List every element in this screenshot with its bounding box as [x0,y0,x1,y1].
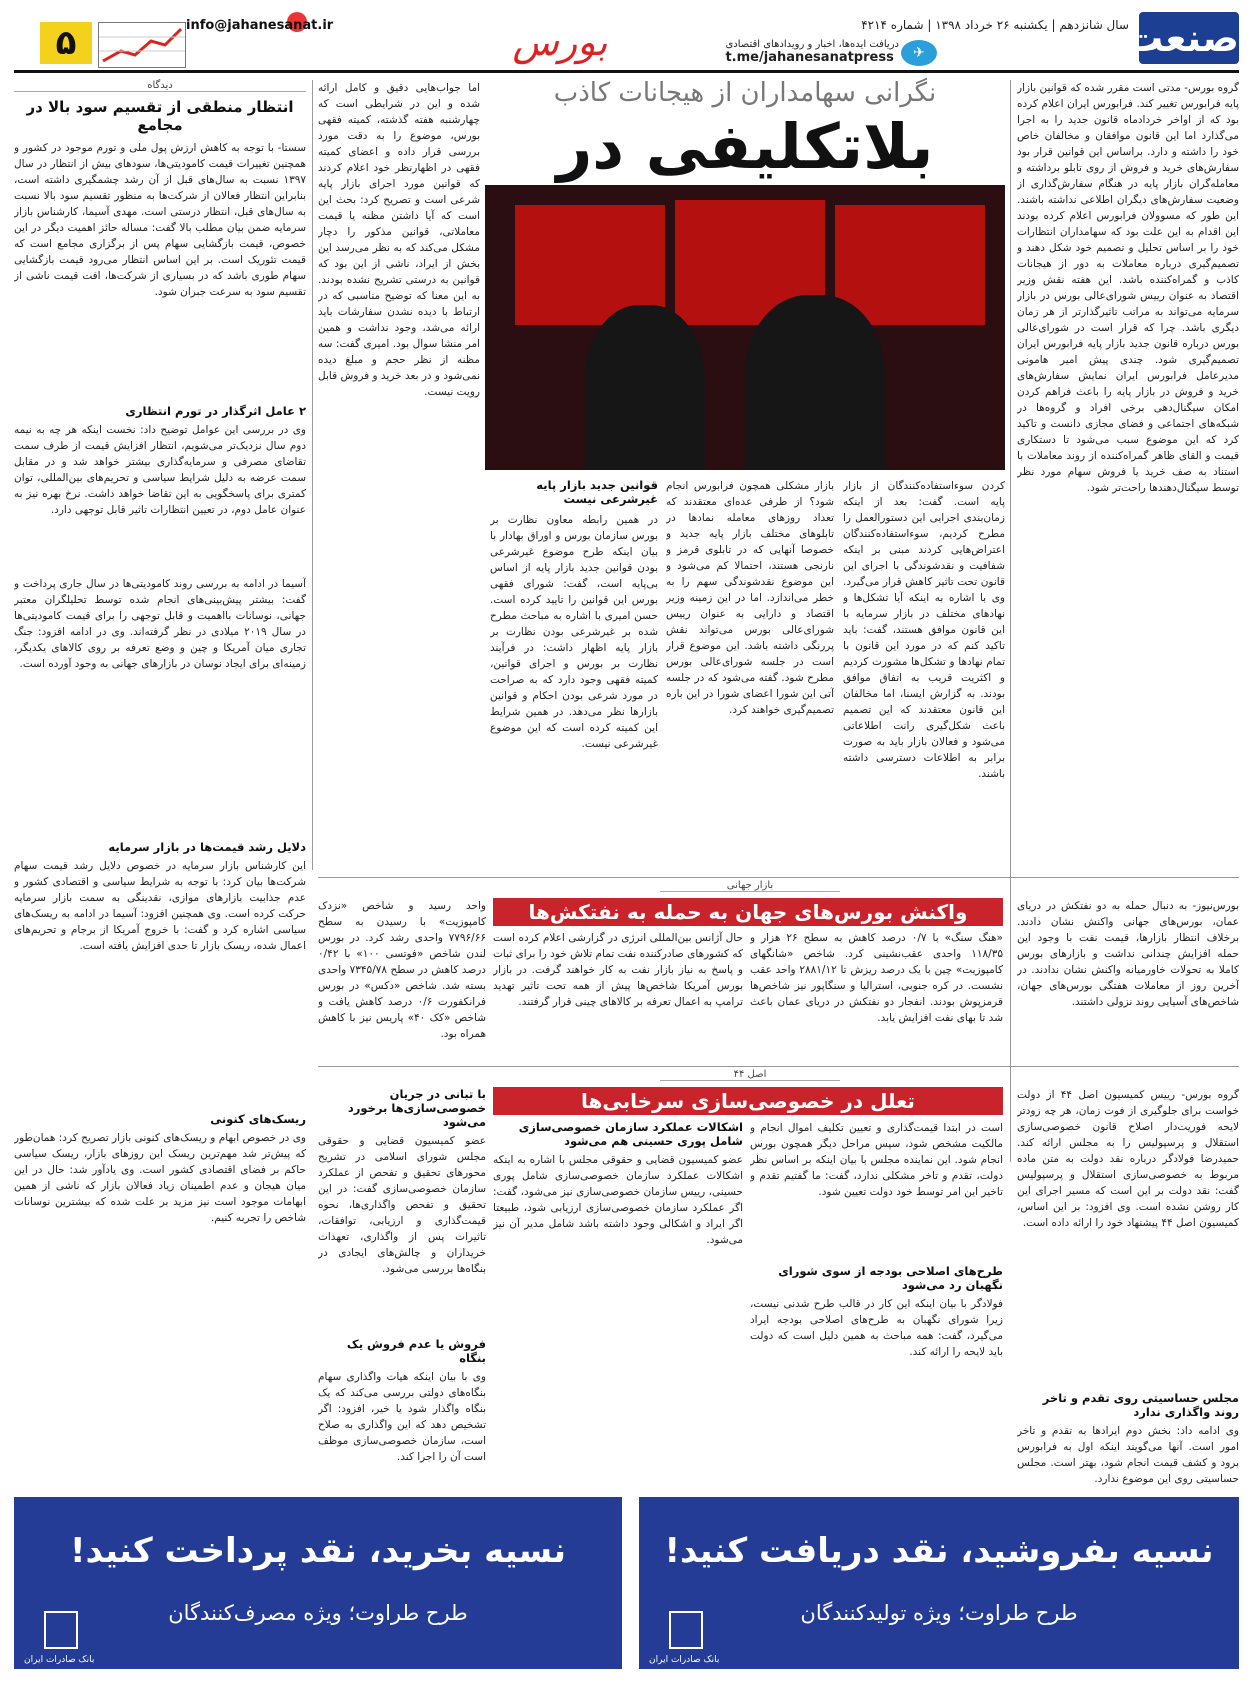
privatization-text: فولادگر با بیان اینکه این کار در قالب طرح شدنی نیست، زیرا شورای نگهبان به طرح‌های اصلاحی بودجه ایراد می‌گیرد، گفت: همه مباحث به همین دلیل است که دولت باید لایحه را ارائه کند. [750,1298,1003,1358]
telegram-line: دریافت ایده‌ها، اخبار و رویدادهای اقتصادی [725,39,899,50]
side-story-headline: انتظار منطقی از تقسیم سود بالا در مجامع [26,98,294,134]
world-story-text: واحد رسید و شاخص «نزدک کامپوزیت» با رسیدن به سطح ۷۷۹۶/۶۶ واحدی رشد کرد. در بورس لندن شاخص «فوتسی ۱۰۰» با ۰/۴۲ درصد کاهش در سطح ۷۳۴۵/۷۸ واحدی بسته شد. شاخص «دکس» در بورس فرانکفورت ۰/۶ درصد کاهش یافت و شاخص «کک ۴۰» پاریس نیز با کاهش همراه بود. [318,900,486,1040]
side-story-text: وی در خصوص ابهام و ریسک‌های کنونی بازار تصریح کرد: همان‌طور که پیش‌تر شد مهم‌ترین ریسک این روزهای بازار، ریسک سیاسی حاکم بر فضای اقتصادی کشور است. وی یادآور شد: حال در این میان هیجان و عدم اطمینان زیاد فعالان بازار که ناشی از همین ابهامات موجود است نیز مزید بر علت شده که بیشترین نوسانات شاخص را تجربه کنیم. [14,1132,306,1224]
side-story-tag: دیدگاه [14,80,306,92]
telegram-promo [725,38,899,64]
main-headline: بلاتکلیفی در [556,110,934,183]
issue-info: سال شانزدهم | یکشنبه ۲۶ خرداد ۱۳۹۸ | شماره ۴۲۱۴ [861,18,1129,32]
ticker-board [835,205,985,325]
ad-headline: نسیه بخرید، نقد پرداخت کنید! [69,1531,567,1571]
main-lead-column: گروه بورس- مدتی است مقرر شده که قوانین بازار پایه فرابورس تغییر کند. فرابورس ایران اعلام کرده بود که از اواخر خردادماه قانون جدید را به اجرا می‌گذارد اما این قانون موافقان و مخالفان خاص خود را داشته و دارد. براساس این قوانین قرار بود سفارش‌های خرید و فروش از روی تابلو برداشته و معامله‌گران بازار پایه در هنگام سفارش‌گذاری از وضعیت سفارش‌های دیگران اطلاعی نداشته باشند. این طور که مسوولان فرابورس اعلام کرده بودند این اقدام به این علت بود که سهامداران انتظارات خود را بر اساس تحلیل و تصمیم خود شکل دهند و تصمیم‌گیری درباره معاملات به دور از هیجانات کاذب و گمراه‌کننده باشد. این هفته نقش وزیر اقتصاد به عنوان رییس شورای‌عالی بورس در بازار سرمایه می‌تواند به مراتب تاثیرگذارتر از هر زمان دیگری باشد. چرا که قرار است در شورای‌عالی بورس درباره قانون جدید بازار پایه فرابورس ایران تصمیم‌گیری شود. چندی پیش امیر هامونی مدیرعامل فرابورس ایران نمایش سفارش‌های خرید و فروش در بازار پایه را باعث فراهم کردن امکان سیگنال‌دهی برخی افراد و گروه‌ها در شبکه‌های اجتماعی و فضای مجازی دانست و تاکید کرد که این موضوع سبب می‌شود تا دستکاری قیمت و القای ظاهر گمراه‌کننده از روند معاملات با استناد به صف خرید یا فروش سهام مورد نظر توسط سیگنال‌دهندها راحت‌تر شود. [1017,82,1239,494]
person-silhouette [745,295,885,470]
privatization-column-4 [318,1087,486,1487]
side-story-text: سستا- با توجه به کاهش ارزش پول ملی و تورم موجود در کشور و همچنین تغییرات قیمت کامودیتی‌ها، سودهای بیش از انتظار در سال ۱۳۹۷ نسبت به سال‌های قبل از آن رشد چشمگیری داشته است، بنابراین انتظار فعالان از شرکت‌ها به منظور تقسیم سود بالا نسبت به سال‌های قبل، انتظار درستی است. مهدی آسیما، کارشناس بازار سرمایه ضمن بیان مطلب بالا گفت: مساله حائز اهمیت دیگر در این خصوص، قیمت بازگشایی سهام پس از برگزاری مجامع است که قیمت تئوریک است. بر این اساس انتظار می‌رود قیمت بازگشایی سهام طوری باشد که در بسیاری از شرکت‌ها، افت قیمت ناشی از تقسیم سود به سرعت جبران شود. [14,142,306,298]
side-story-subhead: دلایل رشد قیمت‌ها در بازار سرمایه [108,840,306,854]
ad-subtitle: طرح طراوت؛ ویژه تولیدکنندگان [800,1601,1078,1625]
privatization-text: وی با بیان اینکه هیات واگذاری سهام بنگاه‌های دولتی بررسی می‌کند که یک بنگاه واگذار شود یا خیر، افزود: اگر تشخیص دهد که این واگذاری به صلاح است، سازمان خصوصی‌سازی موظف است آن را اجرا کند. [318,1371,486,1463]
privatization-text: عضو کمیسیون قضایی و حقوقی مجلس با اشاره به اینکه اشکالات عملکرد سازمان خصوصی‌سازی شامل پوری حسینی، رییس سازمان خصوصی‌سازی نیز می‌شود، گفت: اگر عملکرد سازمان خصوصی‌سازی ارزیابی شود، طبیعتا اگر ایراد و اشکالی وجود داشته باشد شامل مدیر آن نیز می‌شود. [493,1154,743,1246]
side-story-subhead: ریسک‌های کنونی [210,1112,306,1126]
masthead-rule [14,70,1239,73]
privatization-text: وی ادامه داد: بخش دوم ایرادها به تقدم و تاخر امور است. آنها می‌گویند اینکه اول به فرابورس برود و کشف قیمت انجام شود، بهتر است. مجلس حساسیتی روی این موضوع ندارد. [1017,1425,1239,1485]
stock-exchange-photo [485,185,1005,470]
ad-subtitle: طرح طراوت؛ ویژه مصرف‌کنندگان [168,1601,468,1625]
main-column-4-text: در همین رابطه معاون نظارت بر بورس سازمان بورس و اوراق بهادار با بیان اینکه طرح موضوع غیرشرعی بودن قوانین جدید بازار پایه از اساس بی‌پایه است، گفت: شورای فقهی بورس این قوانین را تایید کرده است. حسن امیری با اشاره به مباحث مطرح شده بر غیرشرعی بودن نظارت بر بازار پایه اظهار داشت: در فرآیند نظارت بر بورس و اجرای قوانین، کمیته فقهی وجود دارد که به صراحت در مورد شرعی بودن احکام و قوانین بازارها نظر می‌دهد. در همین شرایط این کمیته کرده است که این موضوع غیرشرعی نیست. [490,514,658,750]
privatization-text: عضو کمیسیون قضایی و حقوقی مجلس شورای اسلامی در تشریح محورهای تحقیق و تفحص از عملکرد سازمان خصوصی‌سازی گفت: در این تحقیق و تفحص واگذاری‌ها، نحوه قیمت‌گذاری و ارزیابی، توافقات، تاثیرات پس از واگذاری، تعهدات خریداران و چالش‌های ایجادی در بنگاه‌ها بررسی می‌شود. [318,1135,486,1275]
privatization-subhead: اشکالات عملکرد سازمان خصوصی‌سازی شامل پوری حسینی هم می‌شود [518,1120,743,1148]
bank-name: بانک صادرات ایران [649,1655,720,1665]
privatization-subhead: مجلس حساسیتی روی تقدم و تاخر روند واگذاری ندارد [1042,1391,1239,1419]
ad-banner-right[interactable] [639,1497,1239,1669]
main-column-5: اما جواب‌هایی دقیق و کامل ارائه شده و این در شرایطی است که چهارشنبه هفته گذشته، کمیته فقهی بورس، موضوع را به دقت مورد بررسی قرار داده و اعضای کمیته فقهی در اظهارنظر خود اعلام کردند که قوانین مورد اجرای بازار پایه شرعی است و تصریح کرد: بحث این است که آیا داشتن مظنه یا قیمت معاملاتی، قوانین مذکور را دچار مشکل می‌کند که به نظر می‌رسد این بخش از ایراد، ناشی از این بود که قوانین به درستی تشریح نشده بودند. به این معنا که توضیح مناسبی که در ارتباط با دیده نشدن سفارشات باید ارائه می‌شد، وجود نداشت و همین امر منشا سوال بود. امیری گفت: سه مظنه از نظر حجم و مبلغ دیده نمی‌شود و در بعد خرید و فروش قابل رویت نیست. [318,82,480,398]
world-story-text: بورس‌نیوز- به دنبال حمله به دو نفتکش در دریای عمان، بورس‌های جهانی واکنش نشان دادند. برخلاف انتظار بازارها، قیمت نفت با وجود این حمله افزایش چندانی نداشت و بازارهای بورس کاملا به تحولات خاورمیانه واکنش نشان ندادند. در آخرین روز از معاملات هفتگی بورس‌های جهان، شاخص‌های آسیایی روند نزولی داشتند. [1017,900,1239,1008]
privatization-subhead: طرح‌های اصلاحی بودجه از سوی شورای نگهبان رد می‌شود [778,1264,1003,1292]
column-divider [1010,80,1011,1162]
telegram-handle[interactable]: t.me/jahanesanatpress [725,50,894,65]
privatization-story-tag: اصل ۴۴ [660,1069,840,1081]
main-column-3: بازار مشکلی همچون فرابورس انجام شود؟ از طرفی عده‌ای معتقدند که تعداد روزهای معامله نمادها در تابلوهای مختلف بازار پایه جدید و خصوصا آنهایی که در تابلوی قرمز و نارنجی هستند، احتمالا کم می‌شود و این موضوع نقدشوندگی سهم را به خطر می‌اندازد. اما در این زمینه وزیر اقتصاد و دارایی به عنوان رییس شورای‌عالی بورس می‌تواند نقش پررنگی داشته باشد. این موضوع قرار است در جلسه شورای‌عالی بورس مطرح شود. گفته می‌شود که در جلسه آتی این شورا اعضای شورا در این باره تصمیم‌گیری خواهند کرد. [666,480,834,716]
privatization-column-3 [493,1120,743,1487]
world-story-headline: واکنش بورس‌های جهان به حمله به نفتکش‌ها [493,898,1003,926]
column-divider [312,80,313,870]
privatization-subhead: فروش یا عدم فروش یک بنگاه [346,1337,486,1365]
bank-logo-icon [669,1611,703,1649]
main-column-4 [490,478,658,868]
ad-banner-left[interactable] [14,1497,622,1669]
bank-logo-icon [44,1611,78,1649]
world-story-tag: بازار جهانی [660,880,840,892]
side-story [14,80,306,1490]
side-story-text: این کارشناس بازار سرمایه در خصوص دلایل رشد قیمت سهام شرکت‌ها بیان کرد: با توجه به شرایط سیاسی و اقتصادی کشور و عدم جذابیت بازارهای موازی، نقدینگی به سمت بازار سرمایه حرکت کرده است. وی همچنین افزود: آسیما در ادامه به ریسک‌های سیاسی اشاره کرد و گفت: با خروج آمریکا از برجام و تحریم‌های اعمال شده، ریسک بازار تا حدی افزایش یافته است. [14,860,306,952]
telegram-icon: ✈ [901,40,937,66]
section-divider [318,1066,1239,1067]
side-story-text: آسیما در ادامه به بررسی روند کامودیتی‌ها در سال جاری پرداخت و گفت: بیشتر پیش‌بینی‌های انجام شده توسط تحلیلگران معتبر جهانی، نوسانات بااهمیت و قابل توجهی را برای قیمت کامودیتی‌ها در سال ۲۰۱۹ میلادی در نظر گرفته‌اند. وی در ادامه افزود: جنگ تجاری میان آمریکا و چین و وضع تعرفه بر روی کالاهای یکدیگر، زمینه‌ای برای ایجاد نوسان در بازارهای جهانی به وجود آورده است. [14,578,306,670]
page-number: ۵ [40,22,92,64]
privatization-subhead: با تبانی در جریان خصوصی‌سازی‌ها برخورد می‌شود [347,1087,486,1129]
privatization-column-1 [1017,1087,1239,1487]
section-divider [318,877,1239,878]
chart-icon [98,22,186,68]
ad-headline: نسیه بفروشید، نقد دریافت کنید! [664,1531,1214,1571]
privatization-text: است در ابتدا قیمت‌گذاری و تعیین تکلیف اموال انجام و مالکیت مشخص شود، سپس مراحل دیگر همچون بورس انجام شود. این نماینده مجلس با بیان اینکه بر اساس نظر دولت، تقدم و تاخر مشکلی ندارد، گفت: ما گفتیم تقدم و تاخیر این امر توسط خود دولت تعیین شود. [750,1122,1003,1198]
side-story-text: وی در بررسی این عوامل توضیح داد: نخست اینکه هر چه به نیمه دوم سال نزدیک‌تر می‌شویم، انتظار افزایش قیمت از طرف سمت تقاضای مصرفی و سرمایه‌گذاری بیشتر خواهد شد و در مقابل سمت عرضه به دلیل شرایط سیاسی و تحریم‌های بین‌المللی، توان کمتری برای پاسخگویی به این تقاضا خواهد داشت. نرخ بهره نیز به عنوان عامل دوم، در تعیین انتظارات تاثیر قابل توجهی دارد. [14,424,306,516]
section-title: بورس [512,20,608,64]
person-silhouette [585,305,705,470]
main-column-2: کردن سوءاستفاده‌کنندگان از بازار پایه است. گفت: بعد از اینکه زمان‌بندی اجرایی این دستورالعمل را مطرح کردیم، سوءاستفاده‌کنندگان اعتراض‌هایی کردند مبنی بر اینکه شفافیت و نقدشوندگی با اجرای این قانون تحت تاثیر کاهش قرار می‌گیرد. وی با اشاره به اینکه آیا تشکل‌ها و نهادهای مختلف در بازار سرمایه با این قانون موافق هستند، گفت: باید تاکید کنم که در مورد این قانون با تمام نهادها و تشکل‌ها مشورت کردیم و اکثریت قریب به اتفاق موافق بودند. به گزارش ایسنا، اما مخالفان این قانون معتقدند که این تصمیم باعث شکل‌گیری رانت اطلاعاتی می‌شود و فعالان بازار باید به صورت برابر به اطلاعات دسترسی داشته باشند. [843,480,1005,780]
world-story-text: حال آژانس بین‌المللی انرژی در گزارشی اعلام کرده است که کشورهای صادرکننده نفت تمام تلاش خود را برای ثبات و پاسخ به نیاز بازار نفت به کار خواهند گرفت. در بازار بورس آمریکا شاخص‌ها پیش از همه تحت تاثیر تهدید ترامپ به اعمال تعرفه بر کالاهای چینی قرار گرفتند. [493,932,743,1008]
world-story-text: «هنگ سنگ» با ۰/۷ درصد کاهش به سطح ۲۶ هزار و ۱۱۸/۳۵ واحدی عقب‌نشینی کرد. شاخص «شانگهای کامپوزیت» چین با یک درصد ریزش تا ۲۸۸۱/۱۲ واحد عقب نشست. در کره جنوبی، استرالیا و سنگاپور نیز شاخص‌ها قرمزپوش بودند. انفجار دو نفتکش در دریای عمان باعث شد تا بهای نفت افزایش یابد. [750,932,1003,1024]
email-link[interactable]: info@jahanesanat.ir [186,18,334,33]
main-subhead: قوانین جدید بازار پایه غیرشرعی نیست [536,478,658,506]
privatization-column-2 [750,1120,1003,1487]
privatization-story-headline: تعلل در خصوصی‌سازی سرخابی‌ها [493,1087,1003,1115]
privatization-text: گروه بورس- رییس کمیسیون اصل ۴۴ از دولت خواست برای جلوگیری از فوت زمان، هر چه زودتر لایحه فوریت‌دار اصلاح قانون خصوصی‌سازی استقلال و پرسپولیس را به مجلس ارائه کند. حمیدرضا فولادگر درباره نقد دولت به متن ماده مربوط به خصوصی‌سازی استقلال و پرسپولیس گفت: نقد دولت بر این است که مسیر اجرای این کار روشن نشده است. وی افزود: بر این اساس، کمیسیون اصل ۴۴ پیشنهاد خود را ارائه داده است. [1017,1089,1239,1229]
newspaper-logo: صنعت [1139,12,1239,64]
main-kicker: نگرانی سهامداران از هیجانات کاذب [553,78,937,108]
bank-name: بانک صادرات ایران [24,1655,95,1665]
masthead [0,0,1253,70]
side-story-subhead: ۲ عامل اثرگذار در تورم انتظاری [125,404,306,418]
